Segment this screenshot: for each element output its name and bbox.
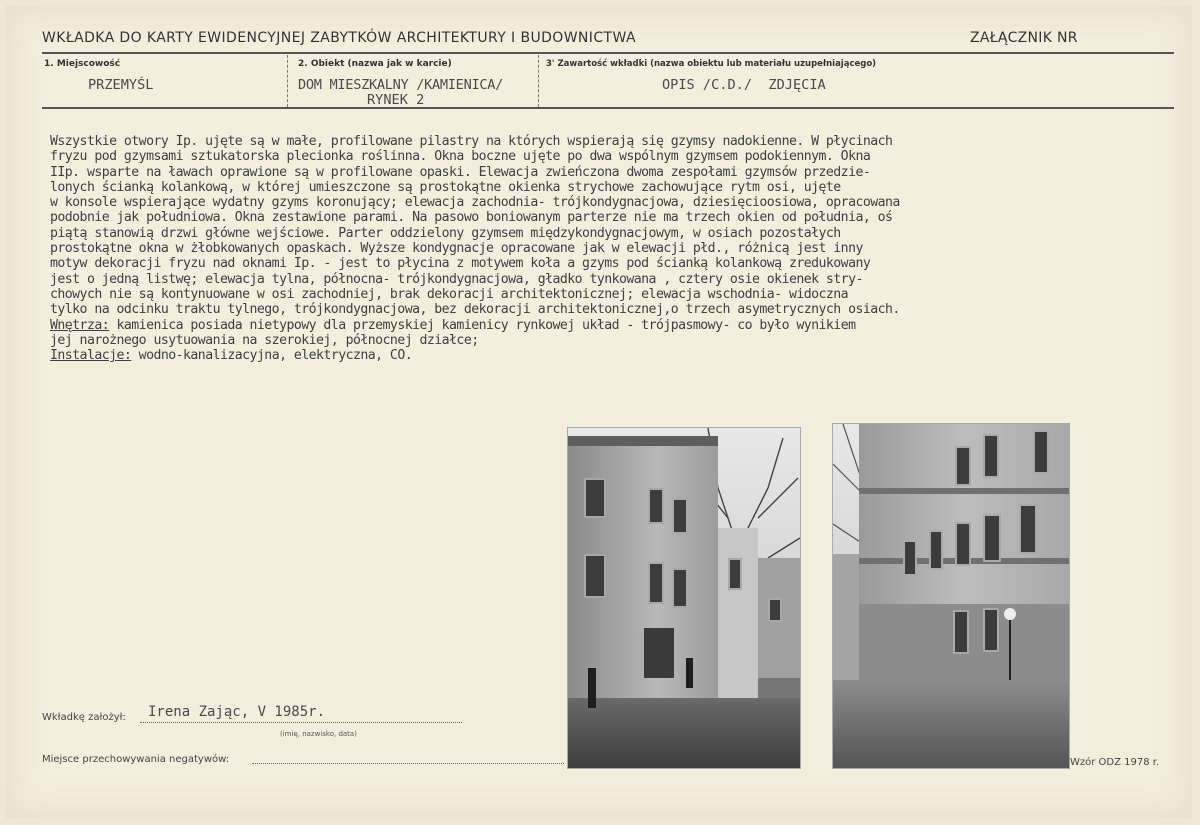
side-tower: [833, 554, 859, 680]
form-title: WKŁADKA DO KARTY EWIDENCYJNEJ ZABYTKÓW ARCHITEKTURY I BUDOWNICTWA: [42, 30, 636, 46]
interior-line: [50, 318, 1190, 333]
description-line: piątą stanowią drzwi główne wejściowe. Parter oddzielony gzymsem międzykondygnacjowym, w osiach pozostałych: [50, 225, 841, 241]
window: [955, 522, 971, 566]
interior-label: Wnętrza:: [50, 317, 110, 333]
window: [1033, 430, 1049, 474]
contents-label: 3' Zawartość wkładki (nazwa obiektu lub materiału uzupełniającego): [546, 59, 877, 69]
window: [1019, 504, 1037, 554]
window: [929, 530, 943, 570]
description-line: w konsole wspierające wydatny gzyms koronujący; elewacja zachodnia- trójkondygnacjowa, dziesięcioosiowa, opracowana: [50, 195, 900, 211]
field-divider-2: [538, 55, 539, 107]
description-line: lonych ścianką kolankową, w której umieszczone są prostokątne okienka strychowe zachowujące rytm osi, ujęte: [50, 179, 841, 195]
pedestrian: [588, 668, 596, 708]
street: [568, 698, 800, 768]
storage-line: [252, 763, 564, 764]
form-code: Wzór ODZ 1978 r.: [1070, 757, 1160, 768]
author-hint: (imię, nazwisko, data): [280, 730, 357, 738]
description-line: prostokątne okna w żłobkowanych opaskach. Wyższe kondygnacje opracowane jak w elewacji płd., różnicą jest inny: [50, 241, 863, 257]
description-line: IIp. wsparte na ławach oprawione są w profilowane opaski. Elewacja zwieńczona dwoma zespołami gzymsów przedzie-: [50, 164, 871, 180]
installations-text: wodno-kanalizacyjna, elektryczna, CO.: [131, 348, 413, 364]
lamp-globe: [1004, 608, 1016, 620]
window: [584, 478, 606, 518]
window: [955, 446, 971, 486]
window: [768, 598, 782, 622]
contents-value: OPIS /C.D./ ZDJĘCIA: [662, 77, 826, 93]
window: [983, 434, 999, 478]
author-line: [140, 722, 462, 723]
pedestrian: [686, 658, 693, 688]
corner-building-cornice: [568, 436, 718, 446]
window: [584, 554, 606, 598]
object-address: RYNEK 2: [367, 92, 425, 108]
street-lamp: [1009, 614, 1011, 684]
interior-line-2: jej narożnego usytuowania na szerokiej, północnej działce;: [50, 332, 479, 348]
installations-label: Instalacje:: [50, 348, 132, 364]
storage-label: Miejsce przechowywania negatywów:: [42, 754, 230, 765]
installations-line: [50, 348, 1190, 363]
description-text: [50, 134, 1190, 363]
description-line: podobnie jak południowa. Okna zestawione parami. Na pasowo boniowanym parterze nie ma trzech okien od południa, oś: [50, 210, 893, 226]
window: [728, 558, 742, 590]
window: [672, 568, 688, 608]
description-line: fryzu pod gzymsami sztukatorska plecionka roślinna. Okna boczne ujęte po dwa wspólnym gzymsem podokiennym. Okna: [50, 149, 871, 165]
street: [833, 680, 1069, 768]
object-label: 2. Obiekt (nazwa jak w karcie): [298, 59, 452, 69]
description-line: tylko na odcinku traktu tylnego, trójkondygnacjowa, bez dekoracji architektonicznej,o trzech asymetrycznych osiach.: [50, 302, 900, 318]
window: [983, 608, 999, 652]
photo-corner-view: [567, 427, 801, 769]
facade-cornice: [859, 488, 1069, 494]
description-line: chowych nie są kontynuowane w osi zachodniej, brak dekoracji architektonicznej; elewacja wschodnia- widoczna: [50, 286, 849, 302]
photo-facade-view: [832, 423, 1070, 769]
field-divider-1: [287, 55, 288, 107]
window: [648, 488, 664, 524]
window: [983, 514, 1001, 562]
shop-front: [644, 628, 674, 678]
description-line: Wszystkie otwory Ip. ujęte są w małe, profilowane pilastry na których wspierają się gzymsy nadokienne. W płycinach: [50, 134, 893, 149]
window: [648, 562, 664, 604]
side-building: [718, 528, 758, 708]
header-rule: [42, 52, 1174, 54]
locality-label: 1. Miejscowość: [44, 59, 121, 69]
window: [953, 610, 969, 654]
description-line: jest o jedną listwę; elewacja tylna, północna- trójkondygnacjowa, gładko tynkowana , cztery osie okienek stry-: [50, 271, 863, 287]
locality-value: PRZEMYŚL: [88, 77, 154, 93]
fields-bottom-rule: [42, 107, 1174, 109]
window: [672, 498, 688, 534]
description-line: motyw dekoracji fryzu nad oknami Ip. - jest to płycina z motywem koła a gzyms pod ścianką kolankową zredukowany: [50, 256, 871, 272]
author-value: Irena Zając, V 1985r.: [148, 704, 326, 720]
interior-text: kamienica posiada nietypowy dla przemyskiej kamienicy rynkowej układ - trójpasmowy- co było wynikiem: [109, 317, 856, 333]
attachment-number-label: ZAŁĄCZNIK NR: [970, 30, 1078, 46]
author-label: Wkładkę założył:: [42, 712, 126, 723]
object-value: DOM MIESZKALNY /KAMIENICA/: [298, 77, 503, 93]
window: [903, 540, 917, 576]
